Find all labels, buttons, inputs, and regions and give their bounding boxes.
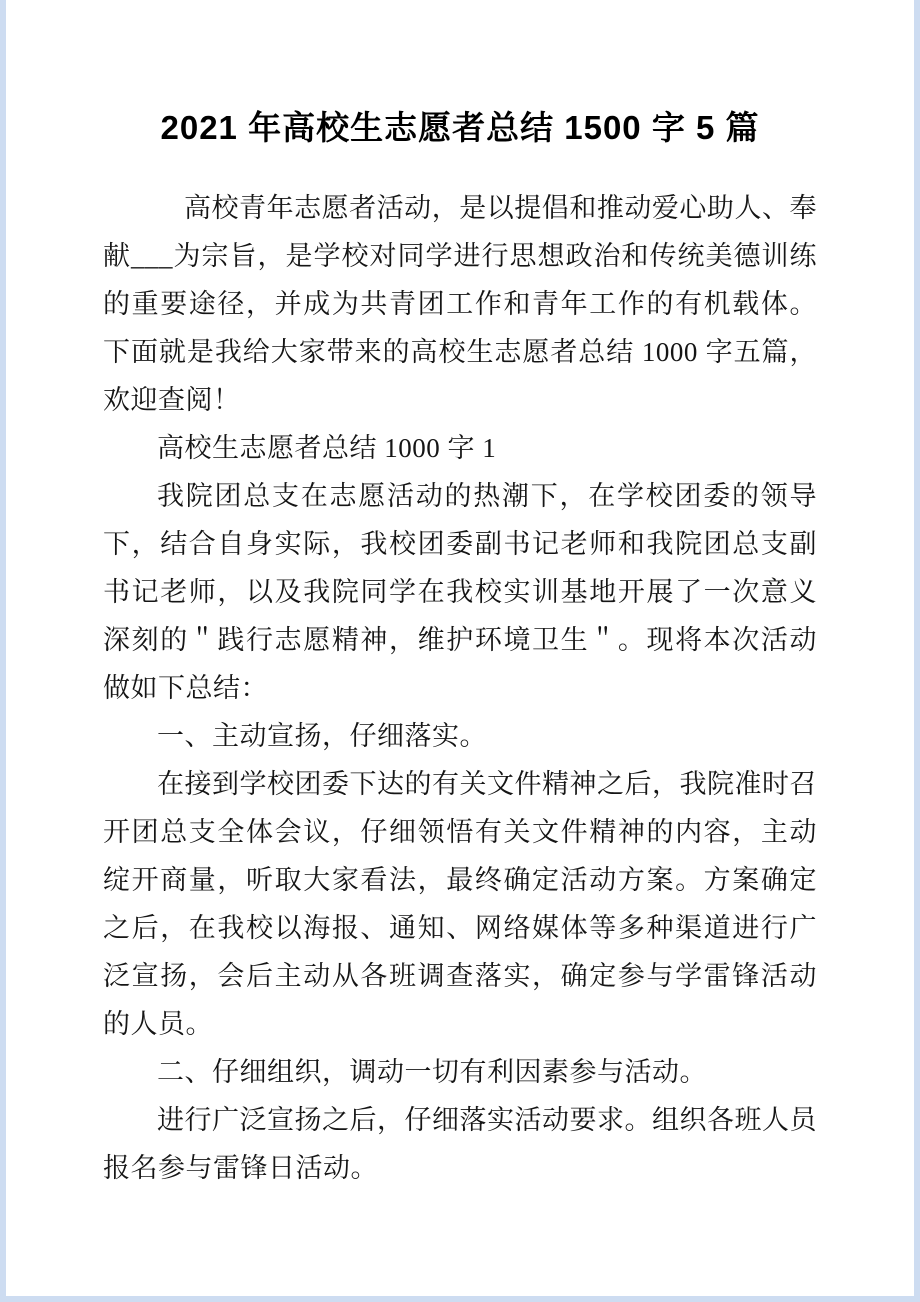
document-title: 2021 年高校生志愿者总结 1500 字 5 篇 <box>160 109 760 146</box>
page-edge-bottom <box>0 1296 920 1302</box>
paragraph: 高校生志愿者总结 1000 字 1 <box>157 433 497 463</box>
page-edge-left <box>0 0 6 1302</box>
paragraph: 高校青年志愿者活动，是以提倡和推动爱心助人、奉献___为宗旨，是学校对同学进行思想政治和传统美德训练的重要途径，并成为共青团工作和青年工作的有机载体。下面就是我给大家带来的高校生志愿者总结 1000 字五篇，欢迎查阅！ <box>103 193 817 415</box>
paragraph: 一、主动宣扬，仔细落实。 <box>157 721 487 751</box>
document-body <box>103 184 817 1192</box>
paragraph: 在接到学校团委下达的有关文件精神之后，我院准时召开团总支全体会议，仔细领悟有关文件精神的内容，主动绽开商量，听取大家看法，最终确定活动方案。方案确定之后，在我校以海报、通知、网络媒体等多种渠道进行广泛宣扬，会后主动从各班调查落实，确定参与学雷锋活动的人员。 <box>103 769 817 1039</box>
paragraph: 二、仔细组织，调动一切有利因素参与活动。 <box>157 1057 707 1087</box>
paragraph: 我院团总支在志愿活动的热潮下，在学校团委的领导下，结合自身实际，我校团委副书记老师和我院团总支副书记老师，以及我院同学在我校实训基地开展了一次意义深刻的＂践行志愿精神，维护环境卫生＂。现将本次活动做如下总结： <box>103 481 817 703</box>
paragraph: 进行广泛宣扬之后，仔细落实活动要求。组织各班人员报名参与雷锋日活动。 <box>103 1105 817 1183</box>
page-edge-right <box>914 0 920 1302</box>
